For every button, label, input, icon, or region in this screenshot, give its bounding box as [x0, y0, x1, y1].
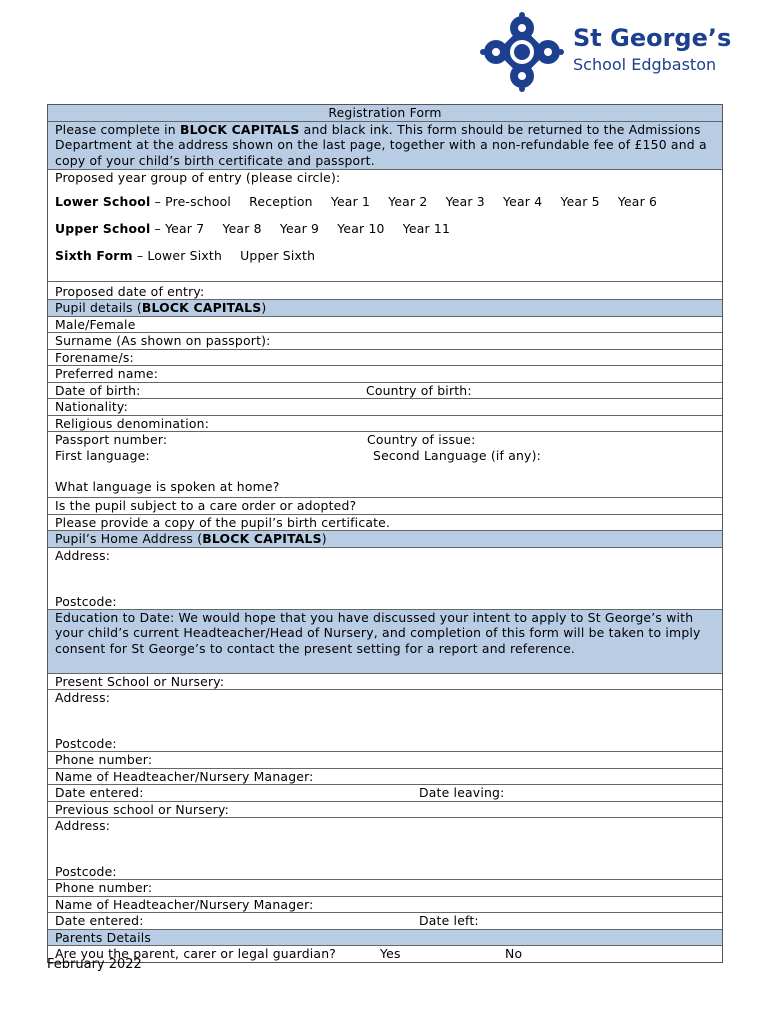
- school-crest-icon: [480, 12, 564, 92]
- sixth-form-line: [55, 242, 715, 269]
- option-pre-school[interactable]: – Pre-school: [154, 194, 232, 209]
- country-of-issue-field[interactable]: Country of issue:: [367, 432, 476, 447]
- previous-postcode-label: Postcode:: [55, 864, 117, 879]
- parent-question-row: [48, 945, 722, 962]
- lower-school-label: Lower School: [55, 194, 151, 209]
- religion-field[interactable]: Religious denomination:: [48, 415, 722, 432]
- surname-field[interactable]: Surname (As shown on passport):: [48, 332, 722, 349]
- education-header: Education to Date: We would hope that you have discussed your intent to apply to St George’s with your child’s current Headteacher/Head of Nursery, and completion of this form will be taken to imply consent for St George’s to contact the present setting for a report and reference.: [48, 609, 722, 673]
- option-year-11[interactable]: Year 11: [402, 221, 451, 236]
- date-leaving-field[interactable]: Date leaving:: [419, 785, 505, 800]
- previous-date-entered-field[interactable]: Date entered:: [55, 913, 144, 928]
- logo-title: St George’s: [573, 24, 732, 52]
- first-language-field[interactable]: First language:: [55, 447, 150, 463]
- upper-school-label: Upper School: [55, 221, 151, 236]
- previous-school-field[interactable]: Previous school or Nursery:: [48, 801, 722, 818]
- present-school-address-block[interactable]: [48, 689, 722, 751]
- nationality-field[interactable]: Nationality:: [48, 398, 722, 415]
- home-address-block[interactable]: [48, 547, 722, 609]
- school-logo: [480, 12, 730, 92]
- country-of-birth-field[interactable]: Country of birth:: [366, 382, 472, 398]
- home-address-header: Pupil’s Home Address (BLOCK CAPITALS): [48, 530, 722, 547]
- option-year-10[interactable]: Year 10: [337, 221, 385, 236]
- pupil-details-header: Pupil details (BLOCK CAPITALS): [48, 299, 722, 316]
- parent-no-option[interactable]: No: [505, 946, 523, 961]
- present-headteacher-field[interactable]: Name of Headteacher/Nursery Manager:: [48, 768, 722, 785]
- home-address-label: Address:: [55, 547, 111, 563]
- registration-form: [47, 104, 723, 963]
- option-year-1[interactable]: Year 1: [330, 194, 371, 209]
- option-year-5[interactable]: Year 5: [560, 194, 600, 209]
- option-year-7[interactable]: – Year 7: [154, 221, 205, 236]
- present-postcode-label: Postcode:: [55, 736, 117, 751]
- present-address-label: Address:: [55, 690, 111, 705]
- option-upper-sixth[interactable]: Upper Sixth: [240, 248, 316, 263]
- present-phone-field[interactable]: Phone number:: [48, 751, 722, 768]
- previous-school-address-block[interactable]: [48, 817, 722, 879]
- previous-address-label: Address:: [55, 818, 111, 833]
- form-title: Registration Form: [48, 105, 722, 121]
- present-school-field[interactable]: Present School or Nursery:: [48, 673, 722, 690]
- parent-yes-option[interactable]: Yes: [380, 946, 401, 961]
- forenames-field[interactable]: Forename/s:: [48, 349, 722, 366]
- present-date-entered-field[interactable]: Date entered:: [55, 785, 144, 800]
- sixth-form-label: Sixth Form: [55, 248, 133, 263]
- option-year-3[interactable]: Year 3: [445, 194, 485, 209]
- option-year-2[interactable]: Year 2: [388, 194, 428, 209]
- option-year-9[interactable]: Year 9: [279, 221, 320, 236]
- year-group-label: Proposed year group of entry (please circle):: [55, 169, 341, 185]
- language-block: [48, 431, 722, 497]
- previous-headteacher-field[interactable]: Name of Headteacher/Nursery Manager:: [48, 896, 722, 913]
- home-language-field[interactable]: What language is spoken at home?: [55, 479, 280, 494]
- option-lower-sixth[interactable]: – Lower Sixth: [136, 248, 223, 263]
- date-left-field[interactable]: Date left:: [419, 913, 479, 928]
- second-language-field[interactable]: Second Language (if any):: [373, 447, 541, 463]
- option-year-8[interactable]: Year 8: [222, 221, 262, 236]
- previous-dates-row: [48, 912, 722, 929]
- care-order-field[interactable]: Is the pupil subject to a care order or adopted?: [48, 497, 722, 514]
- home-postcode-label: Postcode:: [55, 593, 117, 609]
- logo-subtitle: School Edgbaston: [573, 55, 717, 74]
- upper-school-line: [55, 215, 715, 242]
- parents-details-header: Parents Details: [48, 929, 722, 946]
- dob-field[interactable]: Date of birth:: [55, 382, 141, 398]
- footer-date: February 2022: [47, 957, 142, 972]
- entry-date-field[interactable]: Proposed date of entry:: [48, 281, 722, 300]
- gender-field[interactable]: Male/Female: [48, 316, 722, 333]
- option-year-4[interactable]: Year 4: [503, 194, 543, 209]
- previous-phone-field[interactable]: Phone number:: [48, 879, 722, 896]
- birth-certificate-note: Please provide a copy of the pupil’s birth certificate.: [48, 514, 722, 531]
- lower-school-line: [55, 188, 715, 215]
- form-intro: Please complete in BLOCK CAPITALS and black ink. This form should be returned to the Admissions Department at the address shown on the last page, together with a non-refundable fee of £150 and a copy of your child’s birth certificate and passport.: [48, 121, 722, 169]
- preferred-name-field[interactable]: Preferred name:: [48, 365, 722, 382]
- option-reception[interactable]: Reception: [249, 194, 313, 209]
- present-dates-row: [48, 784, 722, 801]
- parent-question-label: Are you the parent, carer or legal guardian?: [55, 946, 337, 961]
- passport-field[interactable]: Passport number:: [55, 432, 168, 447]
- dob-row: [48, 382, 722, 399]
- option-year-6[interactable]: Year 6: [617, 194, 658, 209]
- year-group-section: [48, 169, 722, 281]
